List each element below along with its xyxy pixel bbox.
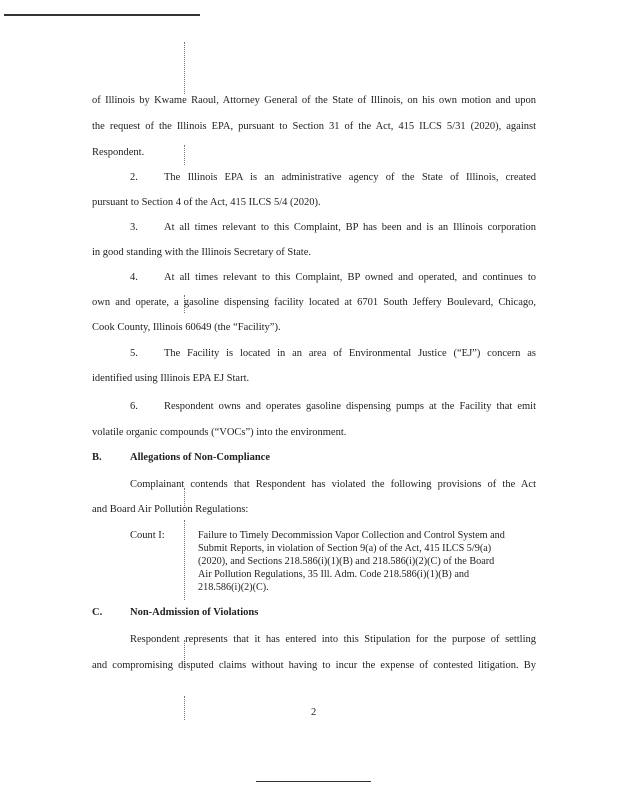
paragraph-line: volatile organic compounds (“VOCs”) into the environment. (92, 427, 347, 438)
paragraph-number: 6. (130, 401, 138, 412)
paragraph-line: The Facility is located in an area of Environmental Justice (“EJ”) concern as (164, 348, 536, 359)
count-line: (2020), and Sections 218.586(i)(1)(B) and 218.586(i)(2)(C) of the Board (198, 556, 495, 567)
paragraph-line: Respondent owns and operates gasoline dispensing pumps at the Facility that emit (164, 401, 536, 412)
section-letter: C. (92, 607, 103, 618)
margin-mark (184, 696, 185, 720)
count-label: Count I: (130, 530, 165, 541)
paragraph-line: in good standing with the Illinois Secretary of State. (92, 247, 312, 258)
paragraph-line: The Illinois EPA is an administrative agency of the State of Illinois, created (164, 172, 536, 183)
paragraph-number: 3. (130, 222, 138, 233)
section-heading: Allegations of Non-Compliance (130, 452, 270, 463)
paragraph-line: identified using Illinois EPA EJ Start. (92, 373, 250, 384)
paragraph-line: Cook County, Illinois 60649 (the “Facility”). (92, 322, 281, 333)
paragraph-number: 4. (130, 272, 138, 283)
count-line: 218.586(i)(2)(C). (198, 582, 269, 593)
margin-mark (184, 42, 185, 94)
paragraph-line: Respondent represents that it has entered into this Stipulation for the purpose of settling (130, 634, 536, 645)
paragraph-number: 2. (130, 172, 138, 183)
top-rule (4, 14, 200, 16)
paragraph-number: 5. (130, 348, 138, 359)
margin-mark (184, 520, 185, 600)
section-letter: B. (92, 452, 102, 463)
paragraph-line: and compromising disputed claims without having to incur the expense of contested litigation. By (92, 660, 536, 671)
paragraph-line: of Illinois by Kwame Raoul, Attorney General of the State of Illinois, on his own motion and upon (92, 95, 536, 106)
paragraph-line: the request of the Illinois EPA, pursuant to Section 31 of the Act, 415 ILCS 5/31 (2020), against (92, 121, 536, 132)
paragraph-line: own and operate, a gasoline dispensing facility located at 6701 South Jeffery Boulevard, Chicago, (92, 297, 536, 308)
page-number: 2 (311, 707, 317, 718)
count-line: Air Pollution Regulations, 35 Ill. Adm. Code 218.586(i)(1)(B) and (198, 569, 470, 580)
paragraph-line: Respondent. (92, 147, 145, 158)
paragraph-line: and Board Air Pollution Regulations: (92, 504, 249, 515)
margin-mark (184, 145, 185, 165)
count-line: Failure to Timely Decommission Vapor Collection and Control System and (198, 530, 505, 541)
count-line: Submit Reports, in violation of Section 9(a) of the Act, 415 ILCS 5/9(a) (198, 543, 492, 554)
paragraph-line: At all times relevant to this Complaint, BP owned and operated, and continues to (164, 272, 536, 283)
paragraph-line: Complainant contends that Respondent has violated the following provisions of the Act (130, 479, 536, 490)
bottom-rule (256, 781, 371, 782)
count-description (198, 529, 534, 594)
paragraph-line: pursuant to Section 4 of the Act, 415 ILCS 5/4 (2020). (92, 197, 321, 208)
section-heading: Non-Admission of Violations (130, 607, 259, 618)
paragraph-line: At all times relevant to this Complaint, BP has been and is an Illinois corporation (164, 222, 536, 233)
